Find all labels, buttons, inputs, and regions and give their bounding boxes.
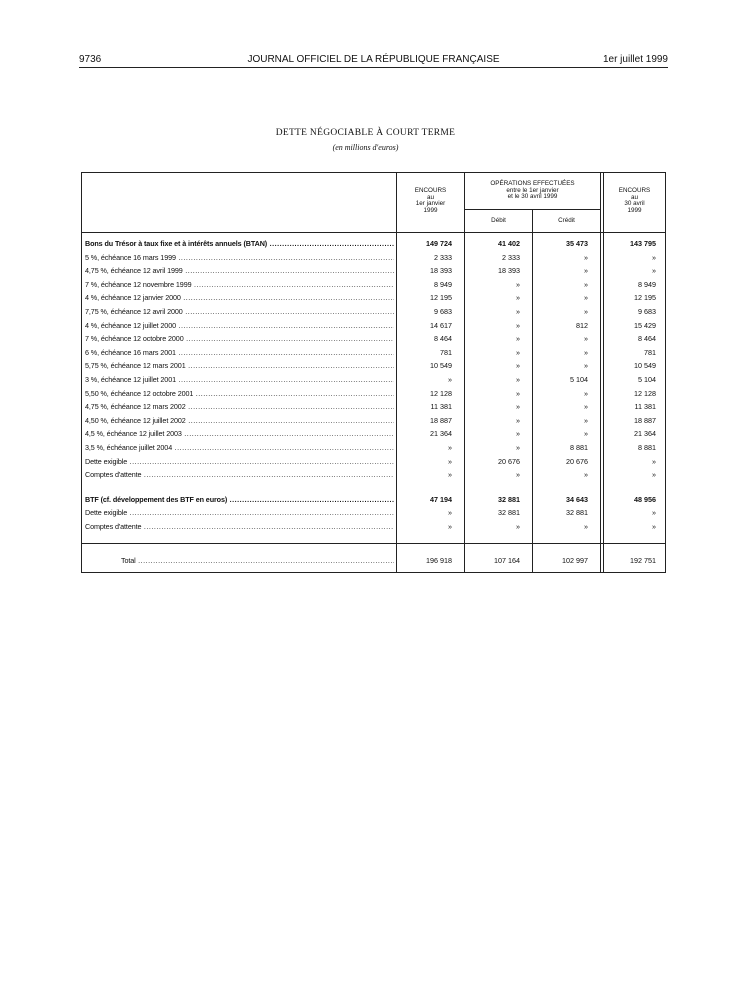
table-row [82,319,665,332]
encours-janvier-cell: 149 724 [426,239,452,248]
table-row [82,400,665,413]
table-row [82,332,665,345]
page-header [79,54,668,68]
encours-janvier-cell: 2 333 [434,252,452,262]
table-row [82,264,665,277]
debit-cell: » [516,361,520,371]
encours-janvier-cell: » [448,456,452,466]
encours-janvier-cell: 21 364 [430,429,452,439]
encours-avril-cell: » [652,508,656,518]
encours-avril-cell: 11 381 [634,402,656,412]
journal-title: JOURNAL OFFICIEL DE LA RÉPUBLIQUE FRANÇAISE [247,54,500,65]
credit-cell: » [584,347,588,357]
row-label: Total ..... [85,555,394,566]
table-row [82,414,665,427]
table-row [82,373,665,386]
row-label: 4,5 %, échéance 12 juillet 2003 ..... [85,428,394,439]
debit-cell: 107 164 [494,556,520,565]
debit-cell: » [516,415,520,425]
row-label: Dette exigible ..... [85,507,394,518]
table-title: DETTE NÉGOCIABLE À COURT TERME [275,128,456,138]
credit-cell: » [584,402,588,412]
encours-avril-cell: 21 364 [634,429,656,439]
encours-avril-cell: 8 949 [638,279,656,289]
encours-avril-cell: 781 [644,347,656,357]
table-row [82,441,665,454]
debit-cell: » [516,320,520,330]
row-label: BTF (cf. développement des BTF en euros) ..... [85,494,394,505]
row-label: 4 %, échéance 12 janvier 2000 ..... [85,292,394,303]
row-label: 7 %, échéance 12 octobre 2000 ..... [85,333,394,344]
table-row [82,291,665,304]
debit-cell: » [516,522,520,531]
row-label: Comptes d'attente ..... [85,521,394,532]
encours-janvier-cell: » [448,522,452,531]
encours-avril-cell: 18 887 [634,415,656,425]
debit-cell: 20 676 [498,456,520,466]
row-label: Comptes d'attente ..... [85,469,394,480]
table-subtitle: (en millions d'euros) [332,143,399,152]
credit-cell: » [584,334,588,344]
encours-avril-cell: » [652,522,656,531]
debit-cell: » [516,293,520,303]
encours-janvier-cell: » [448,443,452,452]
debit-cell: » [516,470,520,480]
encours-avril-cell: 8 464 [638,334,656,344]
row-label: 3,5 %, échéance juillet 2004 ..... [85,442,394,453]
column-header-encours-avril: ENCOURS au 30 avril 1999 [618,187,651,214]
encours-avril-cell: 48 956 [634,494,656,504]
debit-cell: » [516,334,520,344]
page-number: 9736 [79,54,102,65]
total-separator-rule [82,543,665,544]
table-row [82,278,665,291]
row-label: 4,75 %, échéance 12 mars 2002 ..... [85,401,394,412]
column-header-credit: Crédit [558,217,575,224]
credit-cell: 34 643 [566,494,588,504]
debit-cell: » [516,402,520,412]
encours-janvier-cell: 10 549 [430,361,452,371]
encours-avril-cell: 10 549 [634,361,656,371]
credit-cell: » [584,252,588,262]
credit-cell: » [584,361,588,371]
row-label: 5,75 %, échéance 12 mars 2001 ..... [85,360,394,371]
debit-cell: » [516,388,520,398]
credit-cell: » [584,470,588,480]
encours-avril-cell: 15 429 [634,320,656,330]
column-header-operations: OPÉRATIONS EFFECTUÉES entre le 1er janvier et le 30 avril 1999 [490,180,575,201]
encours-janvier-cell: 12 195 [430,293,452,303]
encours-avril-cell: » [652,456,656,466]
encours-janvier-cell: » [448,470,452,480]
debit-cell: » [516,429,520,439]
encours-avril-cell: 8 881 [638,443,656,452]
encours-janvier-cell: 11 381 [430,402,452,412]
encours-janvier-cell: 14 617 [430,320,452,330]
credit-cell: 8 881 [570,443,588,452]
credit-cell: » [584,429,588,439]
table-row [82,359,665,372]
credit-cell: 20 676 [566,456,588,466]
credit-cell: » [584,293,588,303]
debit-cell: 2 333 [502,252,520,262]
debit-cell: » [516,443,520,452]
encours-avril-cell: » [652,266,656,276]
debit-cell: 32 881 [498,494,520,504]
credit-cell: 32 881 [566,508,588,518]
credit-cell: 35 473 [566,239,588,248]
encours-janvier-cell: 47 194 [430,494,452,504]
issue-date: 1er juillet 1999 [602,54,668,65]
encours-avril-cell: 5 104 [638,375,656,384]
debit-cell: » [516,279,520,289]
column-header-encours-janvier: ENCOURS au 1er janvier 1999 [414,187,447,214]
table-row [82,305,665,318]
total-row [82,554,665,567]
encours-avril-cell: 12 128 [634,388,656,398]
row-label: 4,50 %, échéance 12 juillet 2002 ..... [85,415,394,426]
encours-janvier-cell: 8 949 [434,279,452,289]
table-row [82,237,665,250]
row-label: 4,75 %, échéance 12 avril 1999 ..... [85,265,394,276]
encours-avril-cell: 12 195 [634,293,656,303]
credit-cell: 812 [576,320,588,330]
encours-avril-cell: 143 795 [630,239,656,248]
credit-cell: » [584,522,588,531]
table-row [82,387,665,400]
credit-cell: 102 997 [562,556,588,565]
encours-janvier-cell: 18 887 [430,415,452,425]
encours-janvier-cell: » [448,508,452,518]
table-row [82,427,665,440]
table-row [82,468,665,481]
row-label: 6 %, échéance 16 mars 2001 ..... [85,347,394,358]
operations-subheader-rule [464,209,600,210]
encours-avril-cell: 192 751 [630,556,656,565]
debit-cell: » [516,347,520,357]
debit-cell: » [516,375,520,384]
row-label: 7 %, échéance 12 novembre 1999 ..... [85,279,394,290]
encours-janvier-cell: 12 128 [430,388,452,398]
debit-cell: 18 393 [498,266,520,276]
debit-cell: 41 402 [498,239,520,248]
credit-cell: 5 104 [570,375,588,384]
row-label: Dette exigible ..... [85,456,394,467]
encours-avril-cell: » [652,470,656,480]
credit-cell: » [584,279,588,289]
encours-janvier-cell: 196 918 [426,556,452,565]
encours-janvier-cell: 9 683 [434,307,452,316]
table-row [82,493,665,506]
encours-janvier-cell: 18 393 [430,266,452,276]
row-label: 5,50 %, échéance 12 octobre 2001 ..... [85,388,394,399]
encours-avril-cell: » [652,252,656,262]
row-label: 4 %, échéance 12 juillet 2000 ..... [85,320,394,331]
table-row [82,346,665,359]
column-header-debit: Débit [491,217,506,224]
table-row [82,251,665,264]
credit-cell: » [584,266,588,276]
credit-cell: » [584,415,588,425]
debit-cell: » [516,307,520,316]
encours-janvier-cell: 781 [440,347,452,357]
encours-janvier-cell: » [448,375,452,384]
header-bottom-rule [82,232,665,233]
row-label: Bons du Trésor à taux fixe et à intérêts annuels (BTAN) ..... [85,238,394,249]
encours-avril-cell: 9 683 [638,307,656,316]
header-rule [79,67,668,68]
credit-cell: » [584,307,588,316]
row-label: 3 %, échéance 12 juillet 2001 ..... [85,374,394,385]
debit-cell: 32 881 [498,508,520,518]
row-label: 7,75 %, échéance 12 avril 2000 ..... [85,306,394,317]
row-label: 5 %, échéance 16 mars 1999 ..... [85,252,394,263]
table-row [82,520,665,533]
table-row [82,455,665,468]
credit-cell: » [584,388,588,398]
debt-table [81,172,666,573]
encours-janvier-cell: 8 464 [434,334,452,344]
table-row [82,506,665,519]
